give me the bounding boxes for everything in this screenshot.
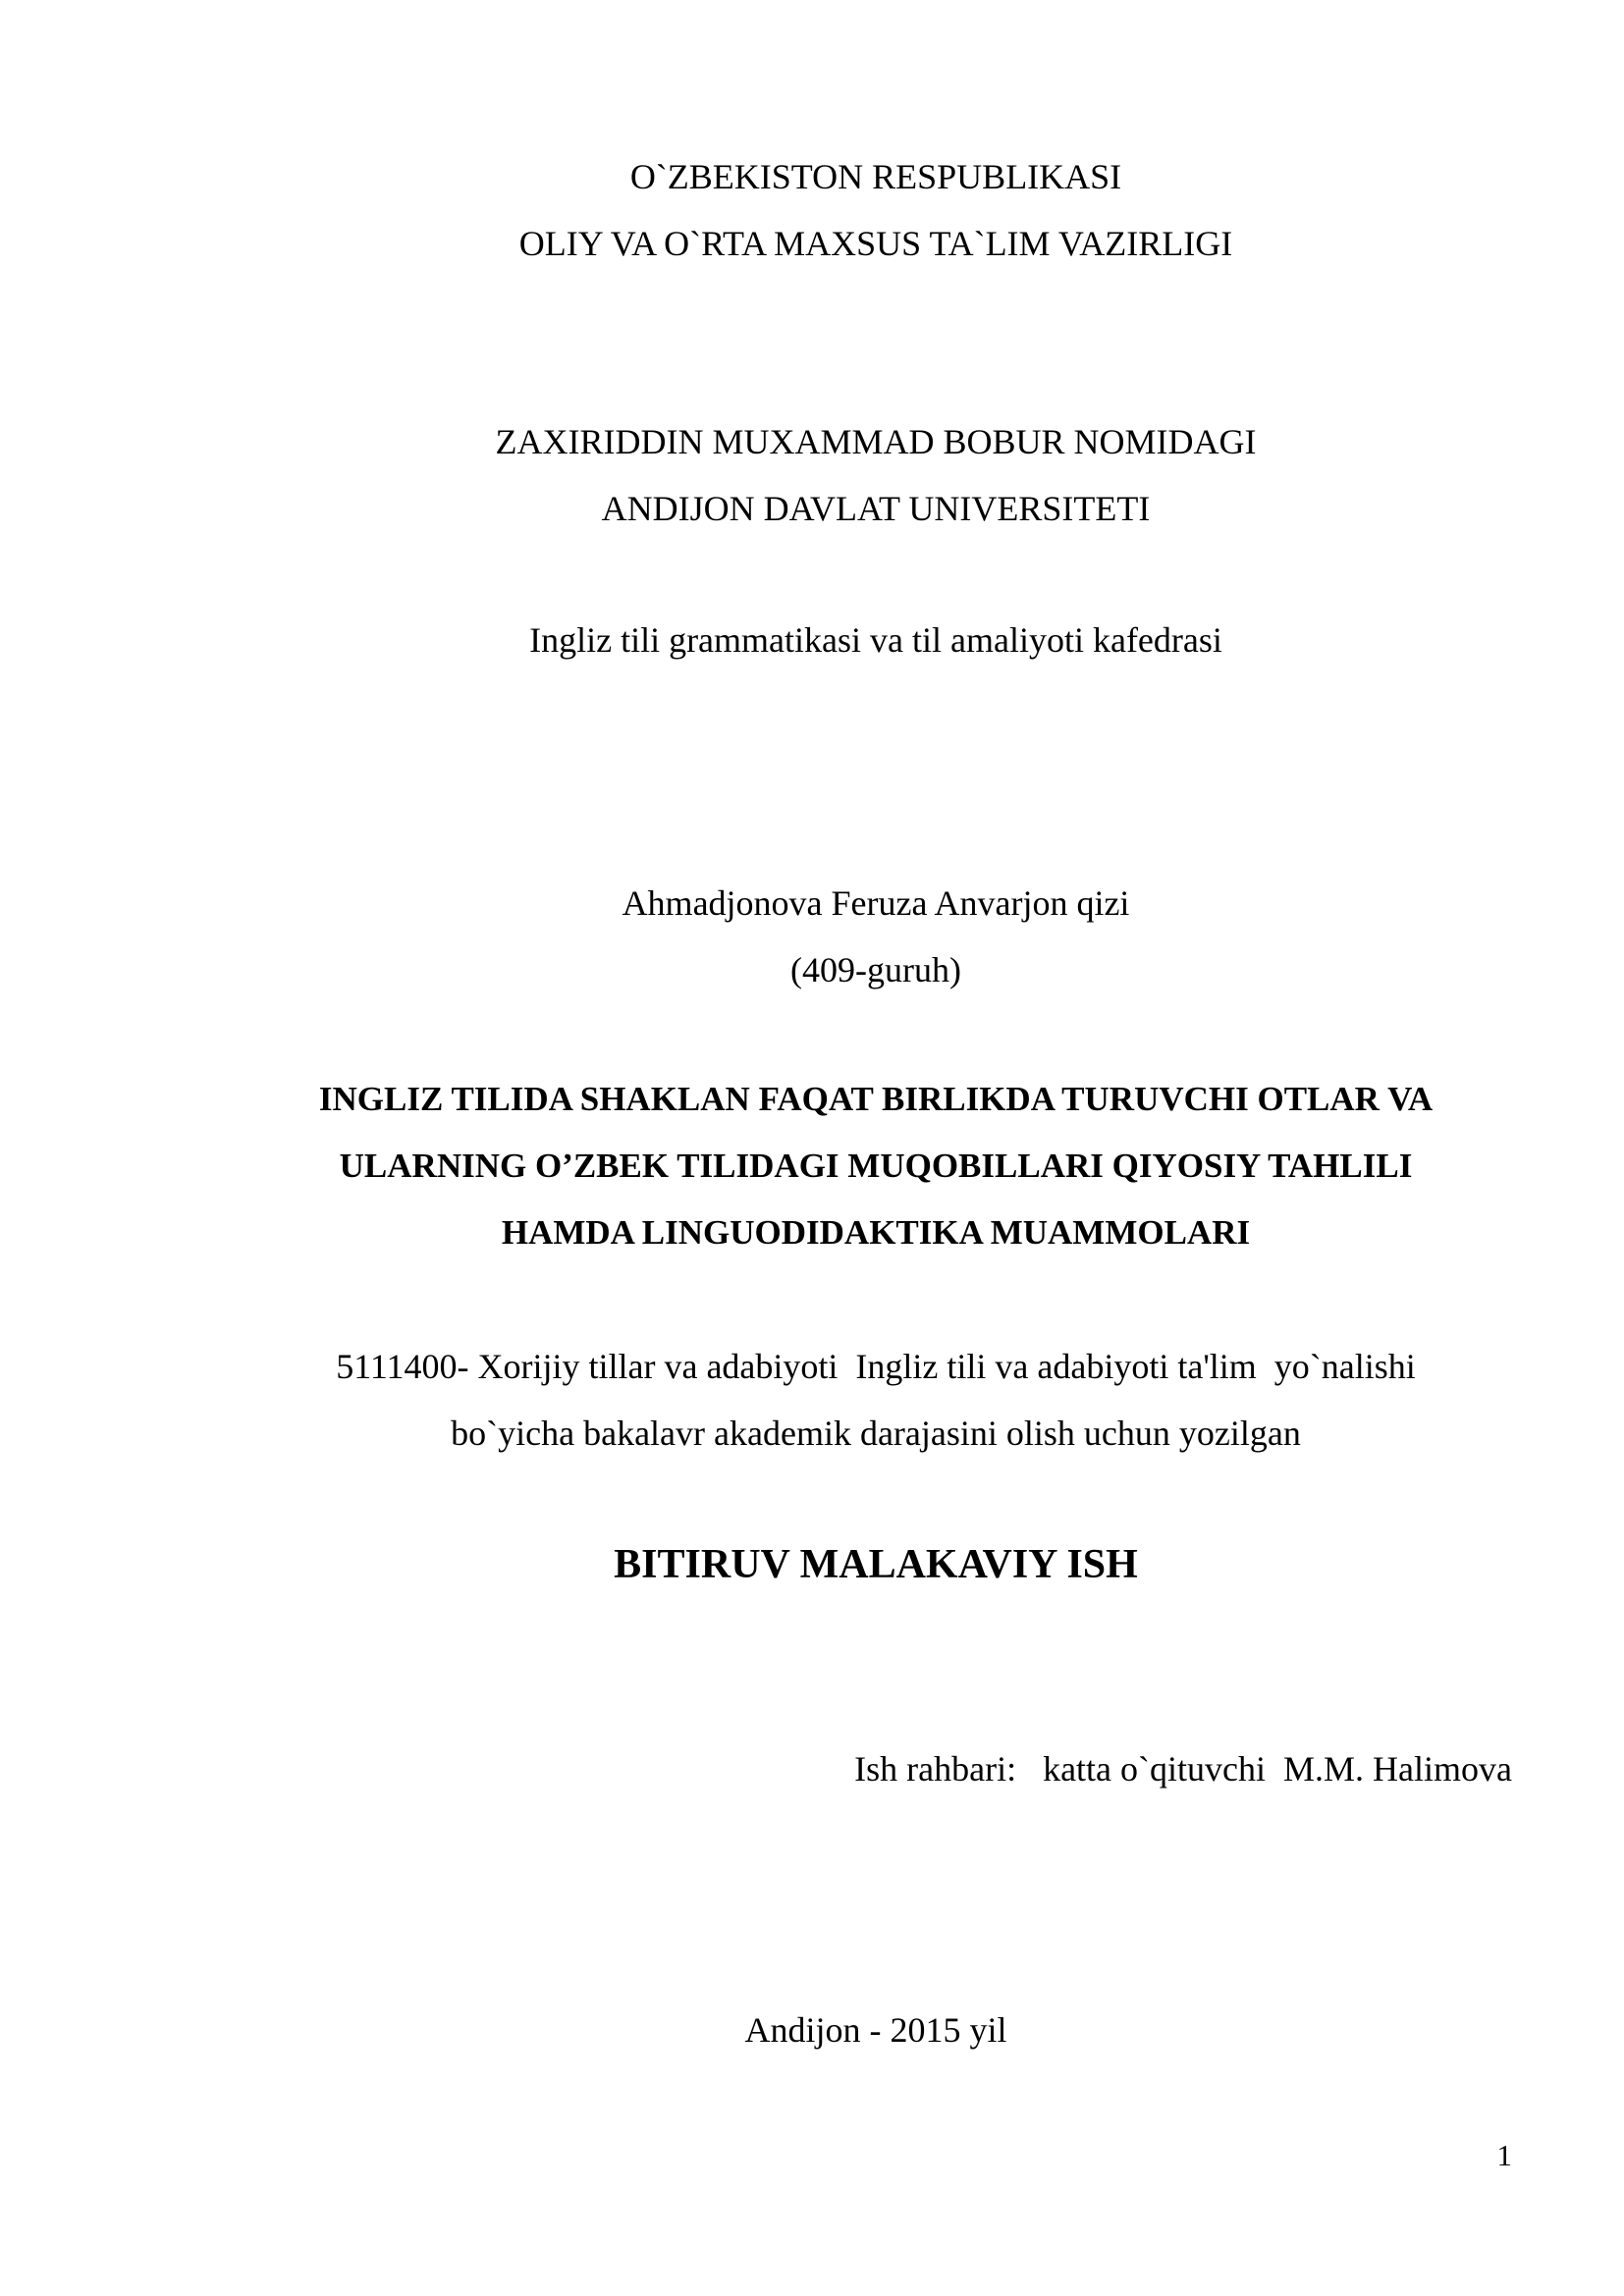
place-and-year: Andijon - 2015 yil — [744, 2010, 1007, 2050]
ministry-name-line: OLIY VA O`RTA MAXSUS TA`LIM VAZIRLIGI — [518, 224, 1233, 263]
department-name: Ingliz tili grammatikasi va til amaliyoti kafedrasi — [529, 620, 1222, 660]
thesis-title-line-2: ULARNING O’ZBEK TILIDAGI MUQOBILLARI QIYOSIY TAHLILI — [339, 1147, 1413, 1185]
page-number: 1 — [1496, 2138, 1512, 2172]
author-name: Ahmadjonova Feruza Anvarjon qizi — [622, 883, 1130, 923]
work-type-heading: BITIRUV MALAKAVIY ISH — [614, 1542, 1138, 1587]
thesis-title-line-3: HAMDA LINGUODIDAKTIKA MUAMMOLARI — [501, 1213, 1251, 1252]
specialty-line-2: bo`yicha bakalavr akademik darajasini olish uchun yozilgan — [451, 1414, 1301, 1453]
advisor-line: Ish rahbari: katta o`qituvchi M.M. Halimova — [854, 1749, 1512, 1789]
specialty-line-1: 5111400- Xorijiy tillar va adabiyoti Ingliz tili va adabiyoti ta'lim yo`nalishi — [336, 1347, 1416, 1386]
thesis-title-line-1: INGLIZ TILIDA SHAKLAN FAQAT BIRLIKDA TURUVCHI OTLAR VA — [318, 1080, 1434, 1118]
ministry-country-line: O`ZBEKISTON RESPUBLIKASI — [629, 157, 1122, 196]
author-group: (409-guruh) — [790, 950, 961, 989]
university-name-line-1: ZAXIRIDDIN MUXAMMAD BOBUR NOMIDAGI — [495, 422, 1257, 461]
university-name-line-2: ANDIJON DAVLAT UNIVERSITETI — [601, 489, 1151, 528]
